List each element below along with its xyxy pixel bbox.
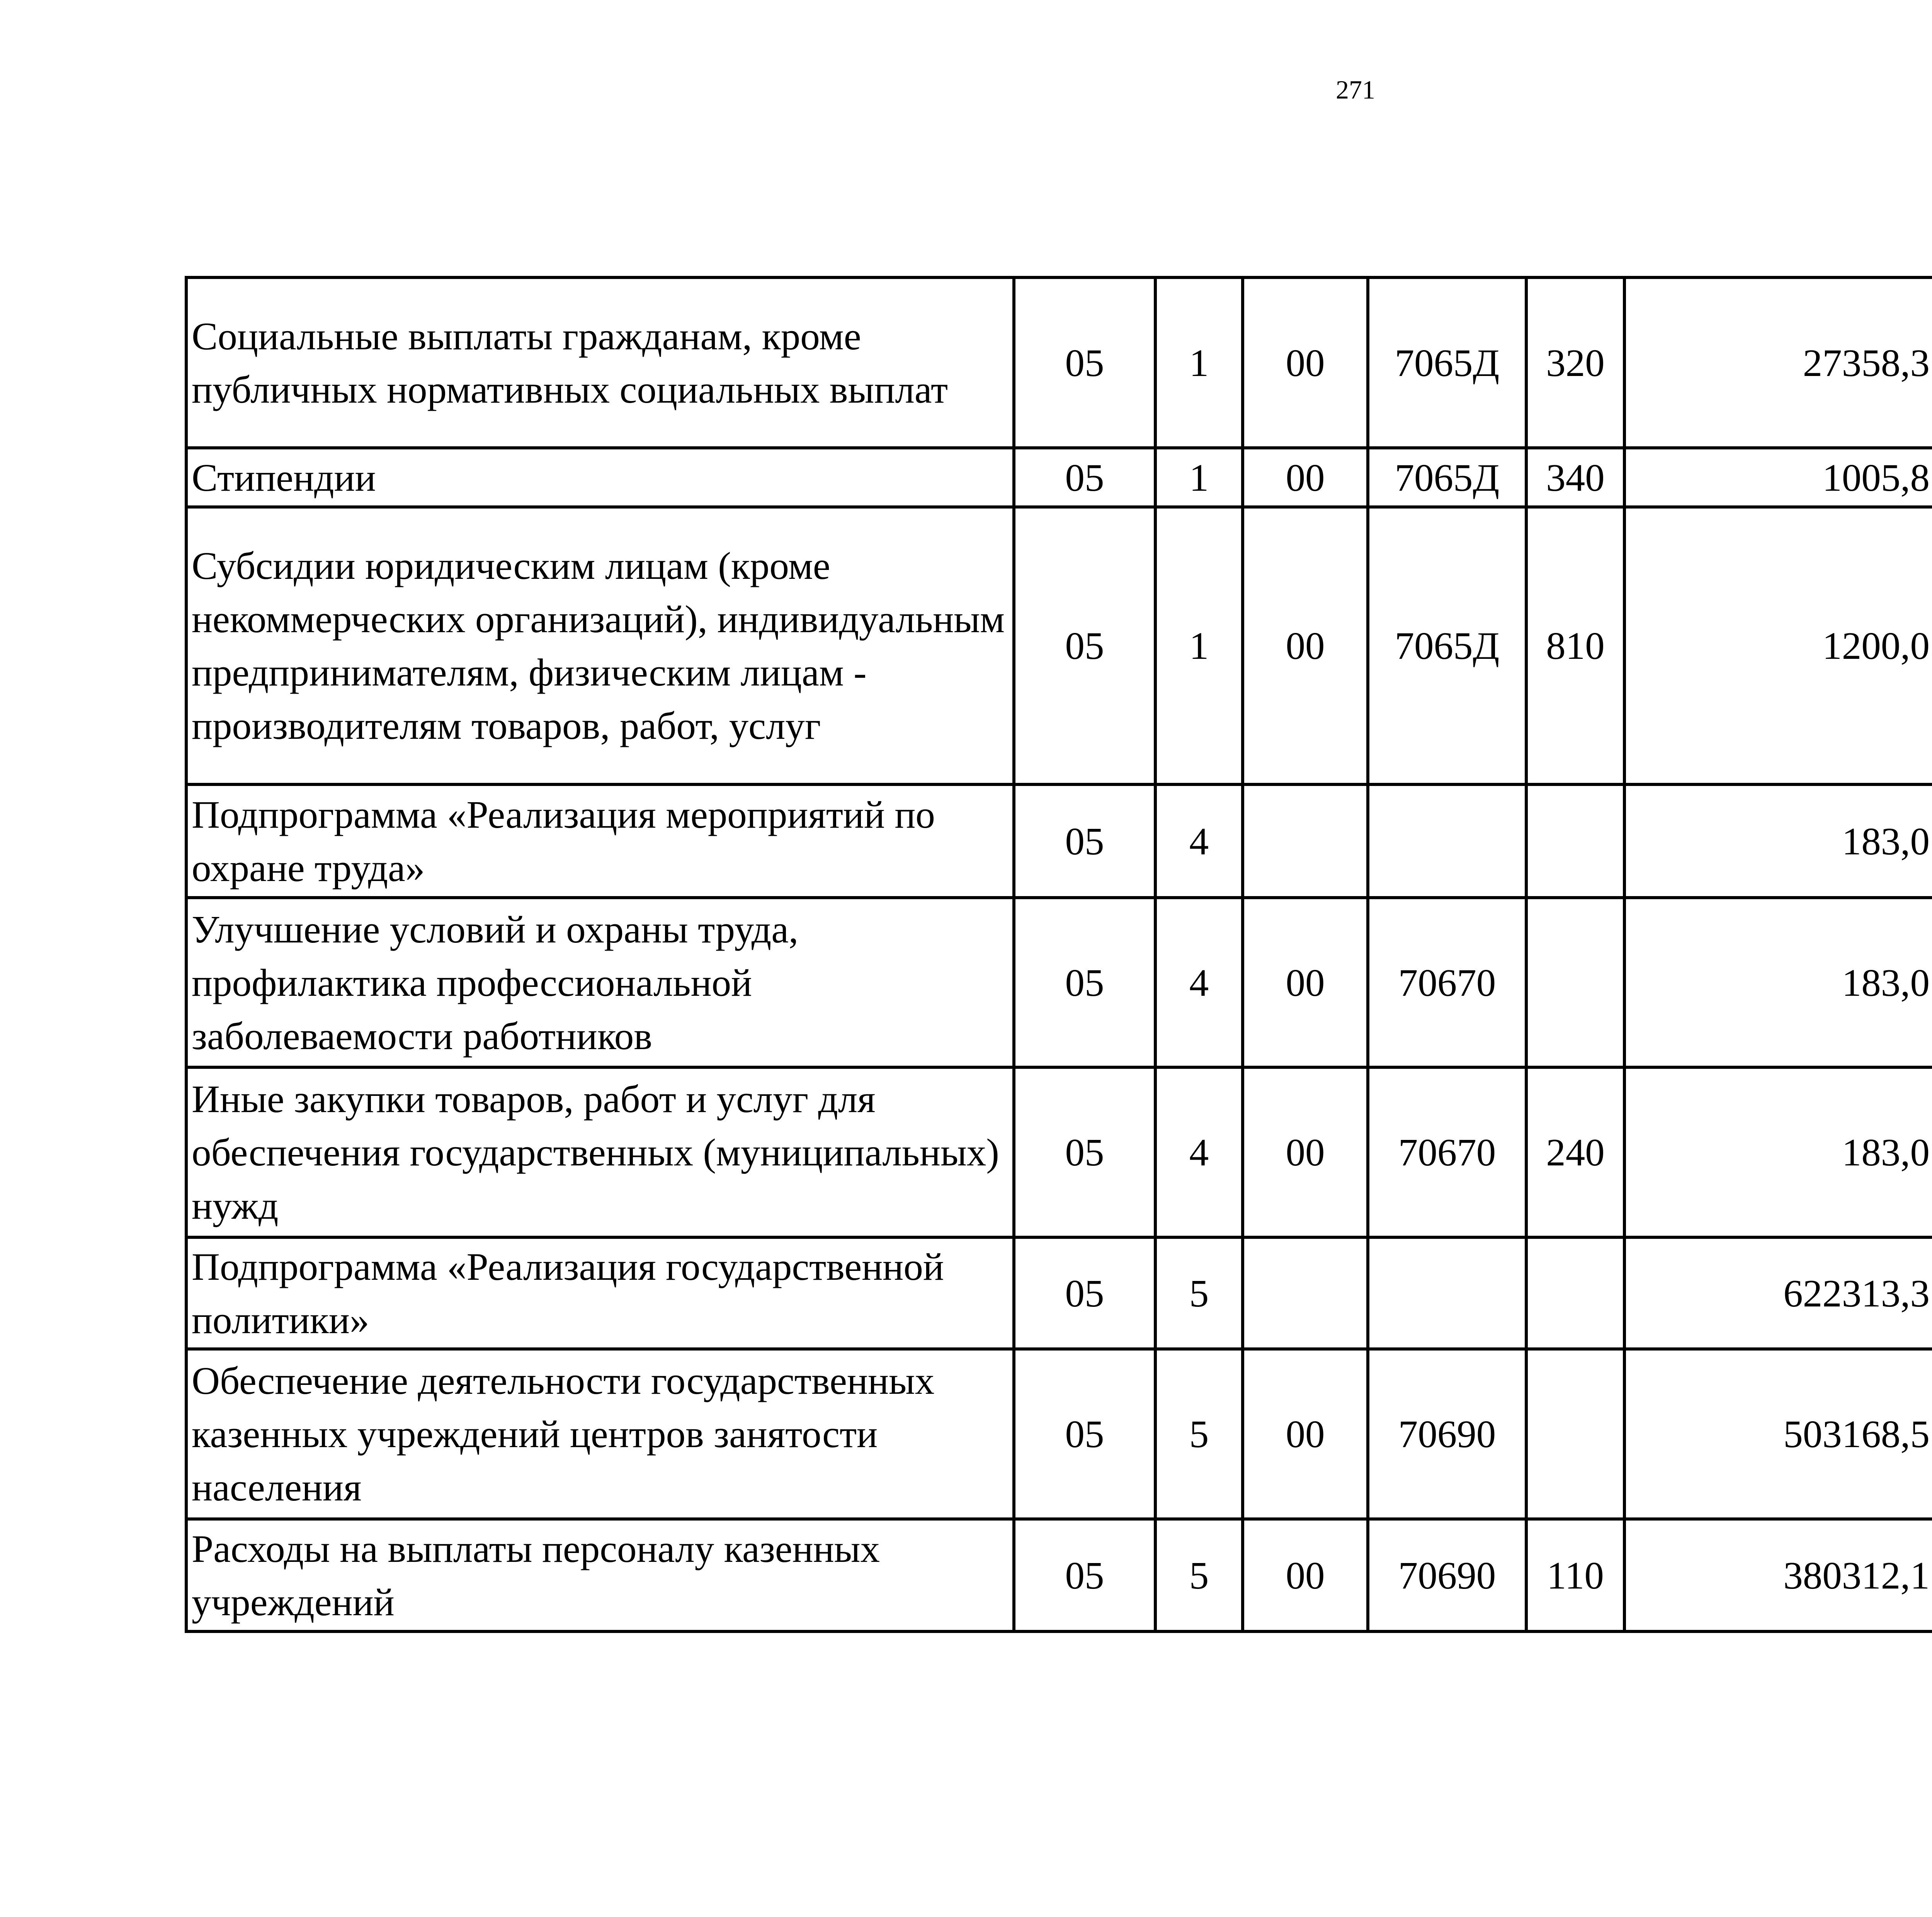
amount-1: 183,0: [1624, 898, 1932, 1067]
expense-type-code: 240: [1526, 1067, 1624, 1237]
subsection-code: 1: [1155, 277, 1243, 448]
expense-type-code: [1526, 898, 1624, 1067]
subsection-code: 4: [1155, 1067, 1243, 1237]
expense-type-code: 340: [1526, 448, 1624, 507]
target-code: 70670: [1368, 1067, 1526, 1237]
section-code: 05: [1014, 277, 1155, 448]
target-code: 7065Д: [1368, 277, 1526, 448]
subsection-code: 4: [1155, 898, 1243, 1067]
expense-type-code: 810: [1526, 507, 1624, 784]
table-row: [186, 898, 1932, 1067]
section-code: 05: [1014, 784, 1155, 898]
page-number: 271: [1336, 75, 1375, 104]
program-code: 00: [1243, 898, 1368, 1067]
expense-type-code: [1526, 1349, 1624, 1519]
subsection-code: 5: [1155, 1519, 1243, 1631]
target-code: 7065Д: [1368, 507, 1526, 784]
table-row: [186, 448, 1932, 507]
expense-name: Стипендии: [186, 448, 1014, 507]
amount-1: 1200,0: [1624, 507, 1932, 784]
table-row: [186, 1349, 1932, 1519]
program-code: 00: [1243, 1349, 1368, 1519]
target-code: 70690: [1368, 1519, 1526, 1631]
amount-1: 503168,5: [1624, 1349, 1932, 1519]
budget-table: [185, 276, 1932, 1633]
program-code: [1243, 784, 1368, 898]
subsection-code: 5: [1155, 1237, 1243, 1349]
expense-name: Подпрограмма «Реализация государственной политики»: [186, 1237, 1014, 1349]
amount-1: 27358,3: [1624, 277, 1932, 448]
target-code: 70670: [1368, 898, 1526, 1067]
program-code: 00: [1243, 1519, 1368, 1631]
target-code: 7065Д: [1368, 448, 1526, 507]
section-code: 05: [1014, 507, 1155, 784]
program-code: 00: [1243, 507, 1368, 784]
table-row: [186, 277, 1932, 448]
section-code: 05: [1014, 1237, 1155, 1349]
section-code: 05: [1014, 1349, 1155, 1519]
section-code: 05: [1014, 1519, 1155, 1631]
program-code: 00: [1243, 448, 1368, 507]
subsection-code: 4: [1155, 784, 1243, 898]
amount-1: 183,0: [1624, 1067, 1932, 1237]
expense-name: Подпрограмма «Реализация мероприятий по охране труда»: [186, 784, 1014, 898]
expense-name: Обеспечение деятельности государственных казенных учреждений центров занятости населения: [186, 1349, 1014, 1519]
section-code: 05: [1014, 898, 1155, 1067]
expense-type-code: [1526, 1237, 1624, 1349]
expense-type-code: [1526, 784, 1624, 898]
expense-name: Улучшение условий и охраны труда, профилактика профессиональной заболеваемости работников: [186, 898, 1014, 1067]
amount-1: 622313,3: [1624, 1237, 1932, 1349]
table-row: [186, 784, 1932, 898]
expense-name: Иные закупки товаров, работ и услуг для обеспечения государственных (муниципальных) нужд: [186, 1067, 1014, 1237]
amount-1: 380312,1: [1624, 1519, 1932, 1631]
expense-name: Расходы на выплаты персоналу казенных учреждений: [186, 1519, 1014, 1631]
expense-type-code: 110: [1526, 1519, 1624, 1631]
amount-1: 1005,8: [1624, 448, 1932, 507]
amount-1: 183,0: [1624, 784, 1932, 898]
section-code: 05: [1014, 1067, 1155, 1237]
program-code: 00: [1243, 277, 1368, 448]
subsection-code: 1: [1155, 448, 1243, 507]
program-code: [1243, 1237, 1368, 1349]
table-row: [186, 1237, 1932, 1349]
target-code: [1368, 784, 1526, 898]
table-row: [186, 1519, 1932, 1631]
program-code: 00: [1243, 1067, 1368, 1237]
subsection-code: 1: [1155, 507, 1243, 784]
section-code: 05: [1014, 448, 1155, 507]
target-code: [1368, 1237, 1526, 1349]
expense-name: Социальные выплаты гражданам, кроме публичных нормативных социальных выплат: [186, 277, 1014, 448]
table-row: [186, 507, 1932, 784]
table-row: [186, 1067, 1932, 1237]
expense-type-code: 320: [1526, 277, 1624, 448]
target-code: 70690: [1368, 1349, 1526, 1519]
expense-name: Субсидии юридическим лицам (кроме некоммерческих организаций), индивидуальным предпринимателям, физическим лицам - производителям товаров, работ, услуг: [186, 507, 1014, 784]
subsection-code: 5: [1155, 1349, 1243, 1519]
